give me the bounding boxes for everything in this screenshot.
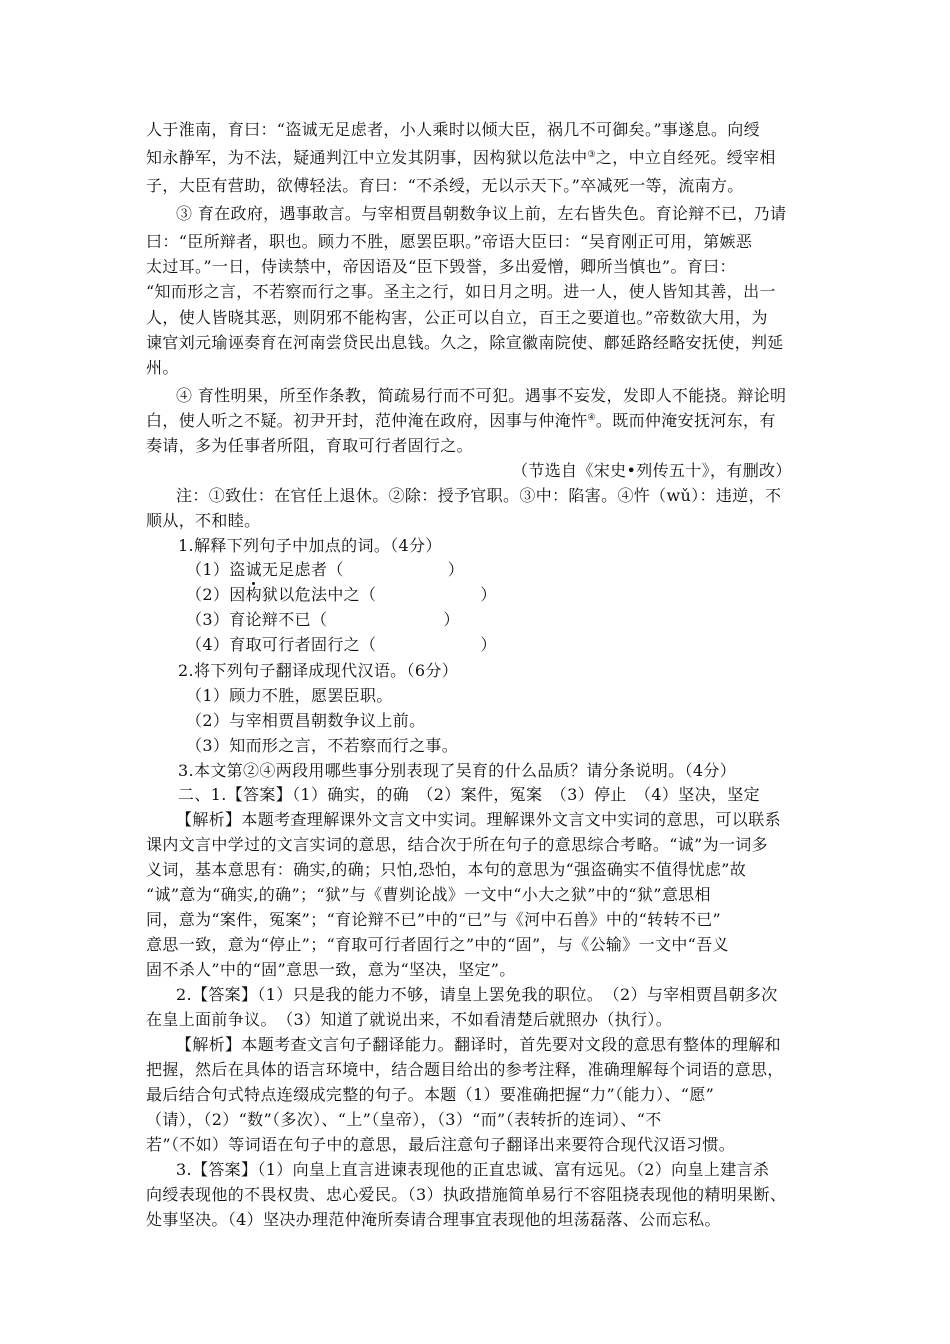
analysis-line: 最后结合句式特点连缀成完整的句子。本题（1）要准确把握“力”（能力）、“愿” [146,1085,715,1104]
question-1-item: （1）盗诚无足虑者（ ） [186,558,850,582]
answer-2: 在皇上面前争议。 （3）知道了就说出来，不如看清楚后就照办（执行）。 [146,1010,673,1029]
question-2-item: （3）知而形之言，不若察而行之事。 [186,736,459,755]
analysis-line: 课内文言中学过的文言实词的意思，结合次于所在句子的意思综合考略。“诚”为一词多 [146,835,769,854]
answer-3: 处事坚决。（4）坚决办理范仲淹所奏请合理事宜表现他的坦荡磊落、公而忘私。 [146,1210,721,1229]
answer-3: 向绶表现他的不畏权贵、忠心爱民。（3）执政措施简单易行不容阻挠表现他的精明果断、 [146,1185,787,1204]
question-2-item: （1）顾力不胜，愿罢臣职。 [186,686,393,705]
passage-line: 人于淮南，育曰：“盗诚无足虑者，小人乘时以倾大臣，祸几不可御矣。”事遂息。向绶 [146,120,761,139]
question-2: 2.将下列句子翻译成现代汉语。（6分） [178,661,459,680]
passage-line: 人，使人皆晓其恶，则阴邪不能构害，公正可以自立，百王之要道也。”帝数欲大用，为 [146,308,768,327]
passage-line: ④ 育性明果，所至作条教，简疏易行而不可犯。遇事不妄发，发即人不能挠。辩论明 [176,386,787,405]
answer-2: 2.【答案】（1）只是我的能力不够，请皇上罢免我的职位。 （2）与宰相贾昌朝多次 [176,985,778,1004]
notes-line: 注：①致仕：在官任上退休。②除：授予官职。③中：陷害。④忤（wǔ）：违逆，不 [176,486,782,505]
passage-line: 曰：“臣所辩者，职也。顾力不胜，愿罢臣职。”帝语大臣曰：“吴育刚正可用，第嫉恶 [146,232,753,251]
question-1-item: （4）育取可行者固行之（ ） [186,635,497,654]
footnote-marker: ③ [587,150,596,160]
analysis-line: （请），（2）“数”（多次）、“上”（皇帝），（3）“而”（表转折的连词）、“不 [146,1110,662,1129]
analysis-line: 固不杀人”中的“固”意思一致，意为“坚决，坚定”。 [146,960,516,979]
passage-line: 子，大臣有营助，欲傅轻法。育曰：“不杀绶，无以示天下。”卒减死一等，流南方。 [146,176,744,195]
passage-line: 知永静军，为不法，疑通判江中立发其阴事，因构狱以危法中③之，中立自经死。绶宰相 [146,148,776,167]
notes-line: 顺从，不和睦。 [146,511,261,530]
question-1-item: （3）育论辩不已（ ） [186,610,460,629]
passage-line: 太过耳。”一日，侍读禁中，帝因语及“臣下毁誉，多出爱憎，卿所当慎也”。育曰： [146,257,736,276]
analysis-line: 意思一致，意为“停止”；“育取可行者固行之”中的“固”，与《公输》一文中“吾义 [146,935,729,954]
analysis-line: 【解析】本题考查理解课外文言文中实词。理解课外文言文中实词的意思，可以联系 [176,810,781,829]
passage-line: 州。 [146,358,179,377]
answer-3: 3.【答案】（1）向皇上直言进谏表现他的正直忠诚、富有远见。（2）向皇上建言杀 [176,1160,770,1179]
analysis-line: 若”（不如）等词语在句子中的意思，最后注意句子翻译出来要符合现代汉语习惯。 [146,1135,736,1154]
answer-1: 二、1.【答案】（1）确实，的确 （2）案件，冤案 （3）停止 （4）坚决，坚定 [178,785,760,804]
analysis-line: 【解析】本题考查文言句子翻译能力。翻译时，首先要对文段的意思有整体的理解和 [176,1035,781,1054]
question-2-item: （2）与宰相贾昌朝数争议上前。 [186,711,426,730]
footnote-marker: ④ [587,413,596,423]
question-3: 3.本文第②④两段用哪些事分别表现了吴育的什么品质？请分条说明。（4分） [178,761,737,780]
passage-line: 白，使人听之不疑。初尹开封，范仲淹在政府，因事与仲淹忤④。既而仲淹安抚河东，有 [146,411,776,430]
emphasis-dot-char: 诚 [246,558,262,582]
analysis-line: 把握，然后在具体的语言环境中，结合题目给出的参考注释，准确理解每个词语的意思， [146,1060,784,1079]
question-1: 1.解释下列句子中加点的词。（4分） [178,536,442,555]
passage-line: ③ 育在政府，遇事敢言。与宰相贾昌朝数争议上前，左右皆失色。育论辩不已，乃请 [176,204,787,223]
passage-line: 奏请，多为任事者所阻，育取可行者固行之。 [146,436,474,455]
source-citation: （节选自《宋史•列传五十》，有删改） [512,461,792,480]
passage-line: 谏官刘元瑜诬奏育在河南尝贷民出息钱。久之，除宣徽南院使、鄜延路经略安抚使，判延 [146,333,784,352]
question-1-item: （2）因构狱以危法中之（ ） [186,585,497,604]
passage-line: “知而形之言，不若察而行之事。圣主之行，如日月之明。进一人，使人皆知其善，出一 [146,282,776,301]
analysis-line: “诚”意为“确实,的确”；“狱”与《曹刿论战》一文中“小大之狱”中的“狱”意思相 [146,885,711,904]
analysis-line: 义词，基本意思有：确实,的确；只怕,恐怕，本句的意思为“强盗确实不值得忧虑”故 [146,860,747,879]
analysis-line: 同，意为“案件，冤案”；“育论辩不已”中的“已”与《河中石兽》中的“转转不已” [146,910,722,929]
